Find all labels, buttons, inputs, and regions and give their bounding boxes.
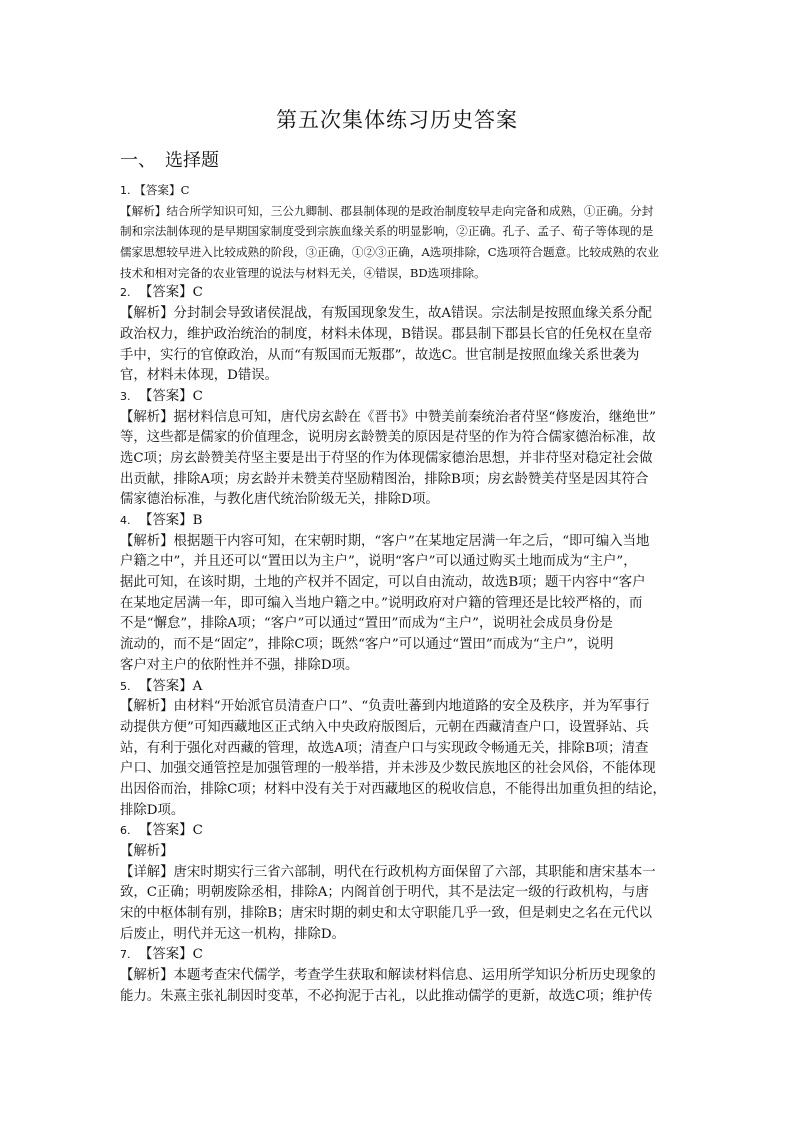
line-text: 【解析】本题考查宋代儒学，考查学生获取和解读材料信息、运用所学知识分析历史现象的 [120,968,656,984]
question-number: 4. [120,514,131,527]
text-line [120,221,676,242]
line-text: 等，这些都是儒家的价值理念，说明房玄龄赞美的原因是苻坚的作为符合儒家德治标准，故 [120,430,656,446]
question-number: 7. [120,948,131,962]
line-text: 选C项；房玄龄赞美苻坚主要是出于苻坚的作为体现儒家德治思想，并非苻坚对稳定社会做 [120,450,653,466]
text-line [120,883,676,904]
text-line [120,428,676,449]
text-line [120,387,676,408]
line-text: 政治权力，维护政治统治的制度，材料未体现，B错误。郡县制下郡县长官的任免权在皇帝 [120,326,653,342]
line-text: 【解析】分封制会导致诸侯混战，有叛国现象发生，故A错误。宗法制是按照血缘关系分配 [120,306,652,322]
line-text: 【解析】根据题干内容可知，在宋朝时期，“客户”在某地定居满一年之后，“即可编入当地 [120,533,650,549]
question-number: 3. [120,389,131,403]
text-line [120,470,676,491]
line-text: 【解析】结合所学知识可知，三公九卿制、郡县制体现的是政治制度较早走向完备和成熟，①正确。分封 [120,203,654,218]
line-text: 【答案】C [134,183,190,197]
text-line [120,346,676,367]
line-text: 站，有利于强化对西藏的管理，故选A项；清查户口与实现政令畅通无关，排除B项；清查 [120,740,649,756]
text-line [120,677,676,698]
text-line [120,614,676,635]
line-text: 【答案】C [139,388,203,404]
line-text: 致，C正确；明朝废除丞相，排除A；内阁首创于明代，其不是法定一级的行政机构，与唐 [120,885,649,901]
text-line [120,842,676,863]
text-line [120,325,676,346]
question-number: 5. [120,679,131,693]
line-text: 出因俗而治，排除C项；材料中没有关于对西藏地区的税收信息，不能得出加重负担的结论， [120,781,666,797]
text-line [120,242,676,263]
text-line [120,987,676,1008]
line-text: 【答案】A [139,678,203,694]
text-line [120,656,676,677]
question-number: 2. [120,286,131,300]
line-text: 动提供方便”可知西藏地区正式纳入中央政府版图后，元朝在西藏清查户口，设置驿站、兵 [120,719,650,735]
text-line [120,863,676,884]
line-text: 出贡献，排除A项；房玄龄并未赞美苻坚励精图治，排除B项；房玄龄赞美苻坚是因其符合 [120,471,649,487]
line-text: 【答案】C [139,285,203,301]
text-line [120,532,676,553]
line-text: 【详解】唐宋时期实行三省六部制，明代在行政机构方面保留了六部，其职能和唐宋基本一 [120,864,656,880]
text-line [120,821,676,842]
line-text: 户口、加强交通管控是加强管理的一般举措，并未涉及少数民族地区的社会风俗，不能体现 [120,761,656,777]
line-text: 能力。朱熹主张礼制因时变革，不必拘泥于古礼，以此推动儒学的更新，故选C项；维护传 [120,988,653,1004]
line-text: 【解析】据材料信息可知，唐代房玄龄在《晋书》中赞美前秦统治者苻坚“修废治，继绝世” [120,409,656,425]
section-heading: 一、 选择题 [120,150,219,171]
text-line [120,801,676,822]
line-text: 手中，实行的官僚政治，从而“有叛国而无叛郡”，故选C。世官制是按照血缘关系世袭为 [120,347,640,363]
text-line [120,759,676,780]
text-line [120,780,676,801]
text-line [120,573,676,594]
text-line [120,904,676,925]
text-line [120,201,676,222]
line-text: 儒家思想较早进入比较成熟的阶段，③正确，①②③正确，A选项排除，C选项符合题意。比较成熟的农业 [120,245,659,260]
text-line [120,366,676,387]
line-text: 【答案】C [139,823,203,839]
text-line [120,925,676,946]
text-line [120,263,676,284]
text-line [120,697,676,718]
text-line [120,966,676,987]
line-text: 技术和相对完备的农业管理的说法与材料无关，④错误，BD选项排除。 [120,265,486,280]
text-line [120,408,676,429]
line-text: 流动的，而不是“固定”，排除C项；既然“客户”可以通过“置田”而成为“主户”，说明 [120,637,614,653]
text-line [120,283,676,304]
text-line [120,945,676,966]
line-text: 【解析】 [120,844,174,859]
text-line [120,449,676,470]
line-text: 【答案】B [139,513,203,528]
line-text: 制和宗法制体现的是早期国家制度受到宗族血缘关系的明显影响，②正确。孔子、孟子、荀子等体现的是 [120,224,654,239]
line-text: 在某地定居满一年，即可编入当地户籍之中。”说明政府对户籍的管理还是比较严格的，而 [120,595,643,611]
text-line [120,739,676,760]
text-line [120,635,676,656]
line-text: 儒家德治标准，与教化唐代统治阶级无关，排除D项。 [120,492,439,508]
text-line [120,304,676,325]
line-text: 【解析】由材料“开始派官员清查户口”、“负责吐蕃到内地道路的安全及秩序，并为军事行 [120,699,650,715]
line-text: 户籍之中”，并且还可以“置田以为主户”，说明“客户”可以通过购买土地而成为“主户”， [120,554,637,570]
line-text: 据此可知，在该时期，土地的产权并不固定，可以自由流动，故选B项；题干内容中“客户 [120,575,646,591]
line-text: 后废止，明代并无这一机构，排除D。 [120,926,345,942]
line-text: 排除D项。 [120,802,185,818]
line-text: 官，材料未体现，D错误。 [120,368,279,384]
question-number: 6. [120,824,131,838]
answer-body [120,180,676,1008]
text-line [120,490,676,511]
text-line [120,718,676,739]
line-text: 不是“懈怠”，排除A项；“客户”可以通过“置田”而成为“主户”，说明社会成员身份是 [120,616,613,632]
page-title: 第五次集体练习历史答案 [276,108,518,132]
text-line [120,552,676,573]
line-text: 客户对主户的依附性并不强，排除D项。 [120,657,359,673]
text-line [120,594,676,615]
question-number: 1. [120,184,131,197]
text-line [120,511,676,532]
line-text: 宋的中枢体制有别，排除B；唐宋时期的刺史和太守职能几乎一致，但是刺史之名在元代以 [120,906,653,922]
text-line [120,180,676,201]
line-text: 【答案】C [139,947,203,963]
